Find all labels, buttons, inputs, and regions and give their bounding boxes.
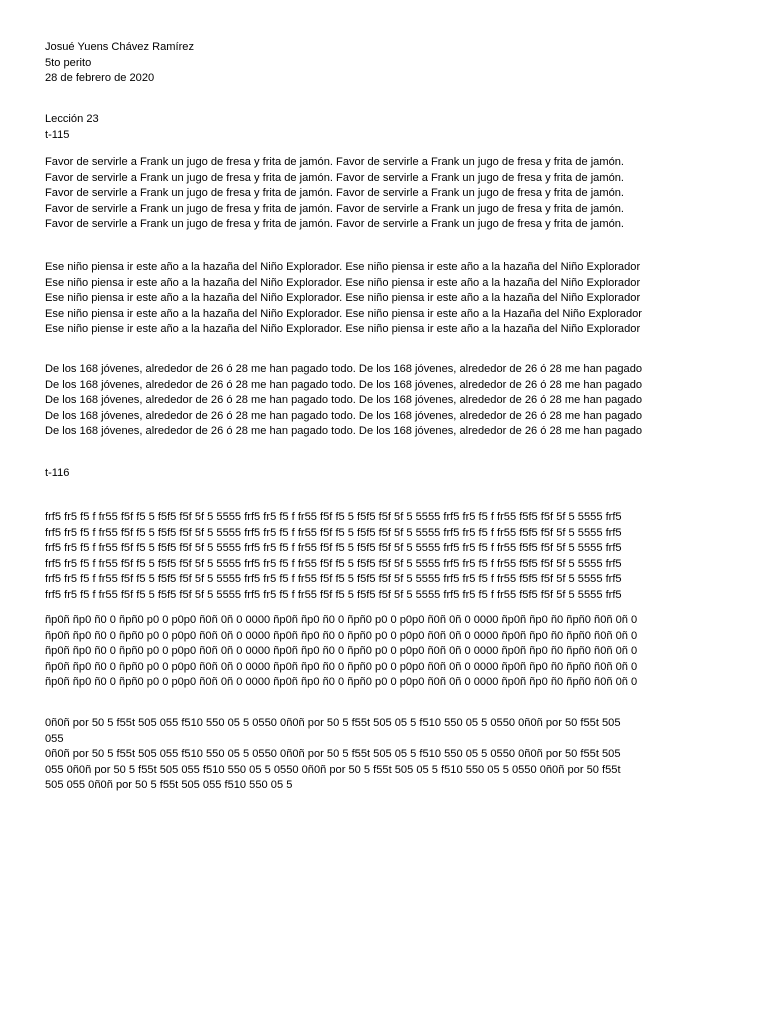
text-line: Favor de servirle a Frank un jugo de fresa y frita de jamón. Favor de servirle a Frank un jugo de fresa y frita de jamón. (45, 156, 624, 168)
t116-block (45, 466, 745, 482)
lesson-title: Lección 23 (45, 113, 99, 125)
grade-line: 5to perito (45, 56, 92, 69)
text-line: 055 0ñ0ñ por 50 5 f55t 505 055 f510 550 05 5 0550 0ñ0ñ por 50 5 f55t 505 05 5 f510 550 05 5 0550 0ñ0ñ por 50 f55t (45, 763, 621, 776)
exercise-label-t116: t-116 (45, 467, 70, 479)
author-name: Josué Yuens Chávez Ramírez (45, 41, 195, 53)
text-line: De los 168 jóvenes, alrededor de 26 ó 28 me han pagado todo. De los 168 jóvenes, alrededor de 26 ó 28 me han pagado (45, 378, 643, 391)
paragraph-6 (45, 716, 745, 794)
header-block (45, 40, 745, 87)
text-line: 0ñ0ñ por 50 5 f55t 505 055 f510 550 05 5 0550 0ñ0ñ por 50 5 f55t 505 05 5 f510 550 05 5 0550 0ñ0ñ por 50 f55t 505 (45, 748, 621, 760)
paragraph-2 (45, 260, 745, 338)
paragraph-4 (45, 510, 745, 603)
text-line: De los 168 jóvenes, alrededor de 26 ó 28 me han pagado todo. De los 168 jóvenes, alrededor de 26 ó 28 me han pagado (45, 409, 643, 422)
text-line: Ese niño piensa ir este año a la hazaña del Niño Explorador. Ese niño piensa ir este año a la hazaña del Niño Explorador (45, 261, 641, 273)
text-line: 505 055 0ñ0ñ por 50 5 f55t 505 055 f510 550 05 5 (45, 779, 293, 791)
text-line: Ese niño piensa ir este año a la hazaña del Niño Explorador. Ese niño piensa ir este año a la hazaña del Niño Explorador (45, 276, 641, 289)
text-line: De los 168 jóvenes, alrededor de 26 ó 28 me han pagado todo. De los 168 jóvenes, alrededor de 26 ó 28 me han pagado (45, 394, 643, 406)
text-line: ñp0ñ ñp0 ñ0 0 ñpñ0 p0 0 p0p0 ñ0ñ 0ñ 0 0000 ñp0ñ ñp0 ñ0 0 ñpñ0 p0 0 p0p0 ñ0ñ 0ñ 0 0000 ñp0ñ ñp0 ñ0 ñpñ0 ñ0ñ 0ñ 0 (45, 645, 638, 657)
exercise-label-t115: t-115 (45, 128, 70, 141)
text-line: ñp0ñ ñp0 ñ0 0 ñpñ0 p0 0 p0p0 ñ0ñ 0ñ 0 0000 ñp0ñ ñp0 ñ0 0 ñpñ0 p0 0 p0p0 ñ0ñ 0ñ 0 0000 ñp0ñ ñp0 ñ0 ñpñ0 ñ0ñ 0ñ 0 (45, 614, 638, 626)
text-line: ñp0ñ ñp0 ñ0 0 ñpñ0 p0 0 p0p0 ñ0ñ 0ñ 0 0000 ñp0ñ ñp0 ñ0 0 ñpñ0 p0 0 p0p0 ñ0ñ 0ñ 0 0000 ñp0ñ ñp0 ñ0 ñpñ0 ñ0ñ 0ñ 0 (45, 629, 638, 642)
text-line: ñp0ñ ñp0 ñ0 0 ñpñ0 p0 0 p0p0 ñ0ñ 0ñ 0 0000 ñp0ñ ñp0 ñ0 0 ñpñ0 p0 0 p0p0 ñ0ñ 0ñ 0 0000 ñp0ñ ñp0 ñ0 ñpñ0 ñ0ñ 0ñ 0 (45, 676, 638, 688)
text-line: Ese niño piensa ir este año a la hazaña del Niño Explorador. Ese niño piensa ir este año a la hazaña del Niño Explorador (45, 292, 641, 304)
text-line: frf5 fr5 f5 f fr55 f5f f5 5 f5f5 f5f 5f 5 5555 frf5 fr5 f5 f fr55 f5f f5 5 f5f5 f5f 5f 5 5555 frf5 fr5 f5 f fr55 f5f5 f5f 5f 5 5555 frf5 (45, 573, 622, 585)
text-line: Favor de servirle a Frank un jugo de fresa y frita de jamón. Favor de servirle a Frank un jugo de fresa y frita de jamón. (45, 187, 624, 199)
date-line: 28 de febrero de 2020 (45, 72, 155, 84)
text-line: De los 168 jóvenes, alrededor de 26 ó 28 me han pagado todo. De los 168 jóvenes, alrededor de 26 ó 28 me han pagado (45, 425, 643, 437)
text-line: frf5 fr5 f5 f fr55 f5f f5 5 f5f5 f5f 5f 5 5555 frf5 fr5 f5 f fr55 f5f f5 5 f5f5 f5f 5f 5 5555 frf5 fr5 f5 f fr55 f5f5 f5f 5f 5 5555 frf5 (45, 588, 622, 601)
text-line: frf5 fr5 f5 f fr55 f5f f5 5 f5f5 f5f 5f 5 5555 frf5 fr5 f5 f fr55 f5f f5 5 f5f5 f5f 5f 5 5555 frf5 fr5 f5 f fr55 f5f5 f5f 5f 5 5555 frf5 (45, 557, 622, 570)
text-line: Ese niño piense ir este año a la hazaña del Niño Explorador. Ese niño piensa ir este año a la hazaña del Niño Explorador (45, 323, 641, 335)
text-line: Favor de servirle a Frank un jugo de fresa y frita de jamón. Favor de servirle a Frank un jugo de fresa y frita de jamón. (45, 202, 624, 215)
paragraph-3 (45, 362, 745, 440)
lesson-block (45, 112, 745, 143)
text-line: Ese niño piensa ir este año a la hazaña del Niño Explorador. Ese niño piensa ir este año a la Hazaña del Niño Explorador (45, 307, 642, 320)
text-line: Favor de servirle a Frank un jugo de fresa y frita de jamón. Favor de servirle a Frank un jugo de fresa y frita de jamón. (45, 171, 624, 184)
paragraph-5 (45, 613, 745, 691)
text-line: frf5 fr5 f5 f fr55 f5f f5 5 f5f5 f5f 5f 5 5555 frf5 fr5 f5 f fr55 f5f f5 5 f5f5 f5f 5f 5 5555 frf5 fr5 f5 f fr55 f5f5 f5f 5f 5 5555 frf5 (45, 511, 622, 523)
text-line: frf5 fr5 f5 f fr55 f5f f5 5 f5f5 f5f 5f 5 5555 frf5 fr5 f5 f fr55 f5f f5 5 f5f5 f5f 5f 5 5555 frf5 fr5 f5 f fr55 f5f5 f5f 5f 5 5555 frf5 (45, 542, 622, 554)
text-line: Favor de servirle a Frank un jugo de fresa y frita de jamón. Favor de servirle a Frank un jugo de fresa y frita de jamón. (45, 218, 624, 230)
text-line: 0ñ0ñ por 50 5 f55t 505 055 f510 550 05 5 0550 0ñ0ñ por 50 5 f55t 505 05 5 f510 550 05 5 0550 0ñ0ñ por 50 f55t 505 (45, 717, 621, 729)
text-line: De los 168 jóvenes, alrededor de 26 ó 28 me han pagado todo. De los 168 jóvenes, alrededor de 26 ó 28 me han pagado (45, 363, 643, 375)
text-line: frf5 fr5 f5 f fr55 f5f f5 5 f5f5 f5f 5f 5 5555 frf5 fr5 f5 f fr55 f5f f5 5 f5f5 f5f 5f 5 5555 frf5 fr5 f5 f fr55 f5f5 f5f 5f 5 5555 frf5 (45, 526, 622, 539)
paragraph-1 (45, 155, 745, 233)
text-line: 055 (45, 732, 64, 745)
text-line: ñp0ñ ñp0 ñ0 0 ñpñ0 p0 0 p0p0 ñ0ñ 0ñ 0 0000 ñp0ñ ñp0 ñ0 0 ñpñ0 p0 0 p0p0 ñ0ñ 0ñ 0 0000 ñp0ñ ñp0 ñ0 ñpñ0 ñ0ñ 0ñ 0 (45, 660, 638, 673)
